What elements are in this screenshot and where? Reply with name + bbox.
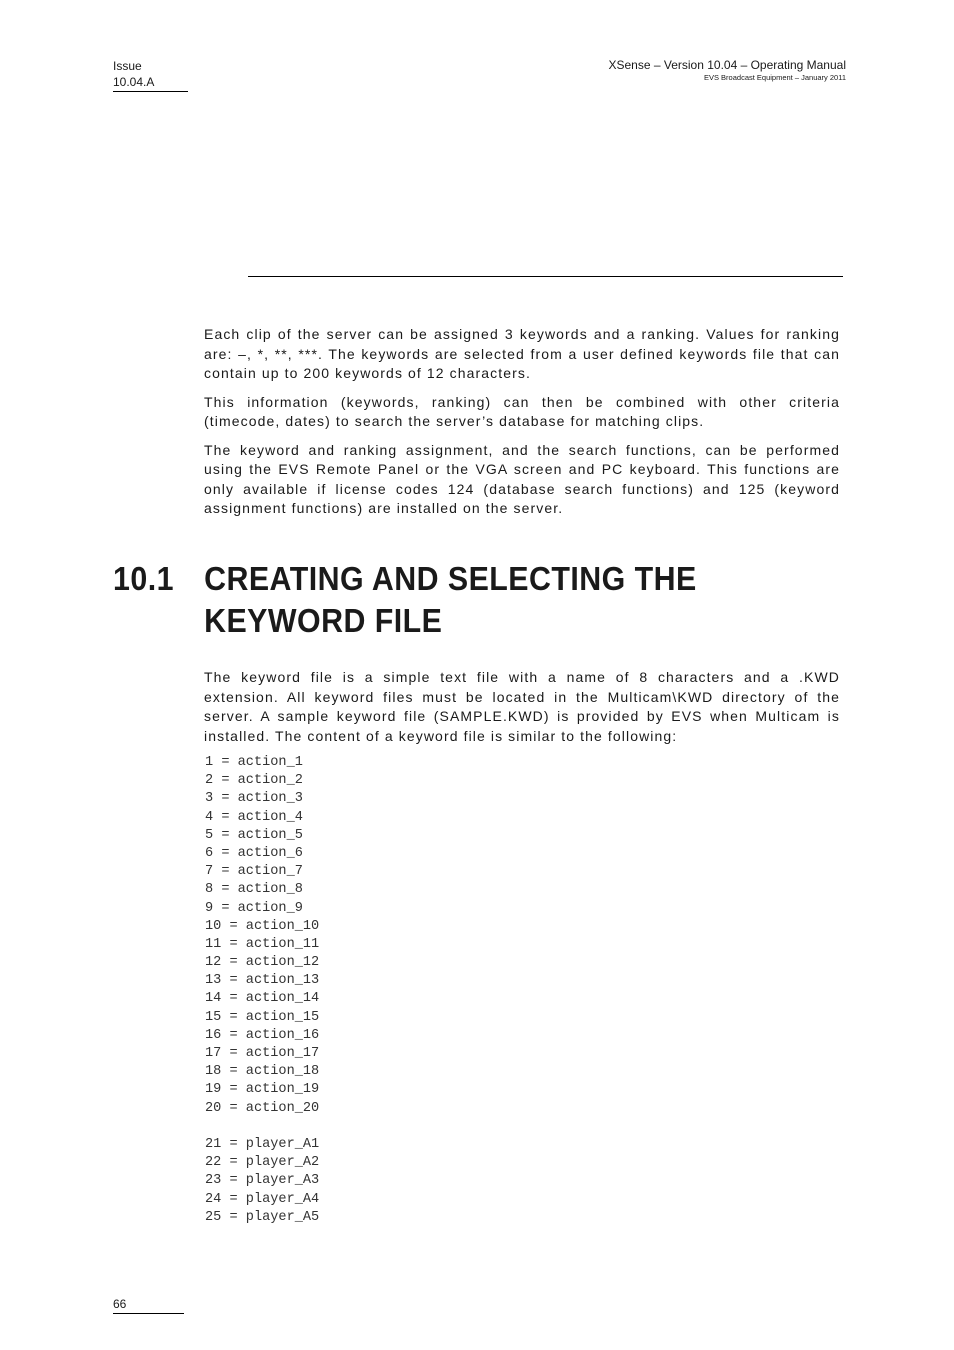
page-number: 66 [113, 1296, 184, 1314]
keyword-file-code-block [205, 754, 319, 1227]
code-line: 6 = action_6 [205, 845, 303, 861]
code-line: 22 = player_A2 [205, 1155, 320, 1171]
document-title: XSense – Version 10.04 – Operating Manual [608, 58, 846, 72]
code-line: 25 = player_A5 [205, 1209, 320, 1225]
intro-paragraph-2: This information (keywords, ranking) can then be combined with other criteria (timecode, dates) to search the server’s database for matching clips. [204, 393, 840, 429]
issue-label: Issue [113, 59, 142, 73]
code-line: 3 = action_3 [205, 791, 303, 807]
code-line: 15 = action_15 [205, 1009, 320, 1025]
section-paragraph: The keyword file is a simple text file with a name of 8 characters and a .KWD extension. All keyword files must be located in the Multicam\KWD directory of the server. A sample keyword file (SAMPLE.KWD) is provided by EVS when Multicam is installed. The content of a keyword file is similar to the following: [204, 669, 840, 744]
code-line: 19 = action_19 [205, 1082, 320, 1098]
code-line: 17 = action_17 [205, 1046, 320, 1061]
code-line: 14 = action_14 [205, 991, 320, 1007]
code-line: 2 = action_2 [205, 773, 303, 789]
code-line: 23 = player_A3 [205, 1173, 320, 1189]
section-title-line-2: KEYWORD FILE [204, 602, 443, 639]
issue-value: 10.04.A [113, 75, 155, 89]
code-line: 4 = action_4 [205, 809, 303, 825]
code-line: 12 = action_12 [205, 955, 320, 971]
code-line: 11 = action_11 [205, 936, 320, 952]
horizontal-divider [248, 276, 843, 277]
intro-text [204, 325, 840, 528]
code-line: 13 = action_13 [205, 973, 320, 989]
section-number: 10.1 [113, 560, 174, 597]
document-subtitle: EVS Broadcast Equipment – January 2011 [703, 73, 846, 82]
code-line: 18 = action_18 [205, 1064, 320, 1080]
code-line: 7 = action_7 [205, 864, 303, 880]
code-line: 1 = action_1 [205, 755, 303, 770]
code-line [205, 1118, 319, 1136]
header-document-info [609, 58, 847, 83]
code-line: 8 = action_8 [205, 882, 303, 898]
section-title-line-1: CREATING AND SELECTING THE [204, 560, 697, 597]
code-line: 20 = action_20 [205, 1100, 320, 1116]
intro-paragraph-3: The keyword and ranking assignment, and the search functions, can be performed using the EVS Remote Panel or the VGA screen and PC keyboard. This functions are only available if license codes 124 (database search functions) and 125 (keyword assignment functions) are installed on the server. [204, 441, 840, 516]
code-line: 16 = action_16 [205, 1027, 320, 1043]
header-issue [113, 58, 188, 92]
section-title [204, 558, 802, 642]
code-line: 24 = player_A4 [205, 1191, 320, 1207]
section-text [204, 668, 840, 755]
code-line: 21 = player_A1 [205, 1136, 320, 1152]
intro-paragraph-1: Each clip of the server can be assigned 3 keywords and a ranking. Values for ranking are: –, *, **, ***. The keywords are selected from a user defined keywords file that can contain up to 200 keywords of 12 characters. [204, 326, 840, 381]
code-line: 9 = action_9 [205, 900, 303, 916]
code-line: 10 = action_10 [205, 918, 320, 934]
code-line: 5 = action_5 [205, 827, 303, 843]
